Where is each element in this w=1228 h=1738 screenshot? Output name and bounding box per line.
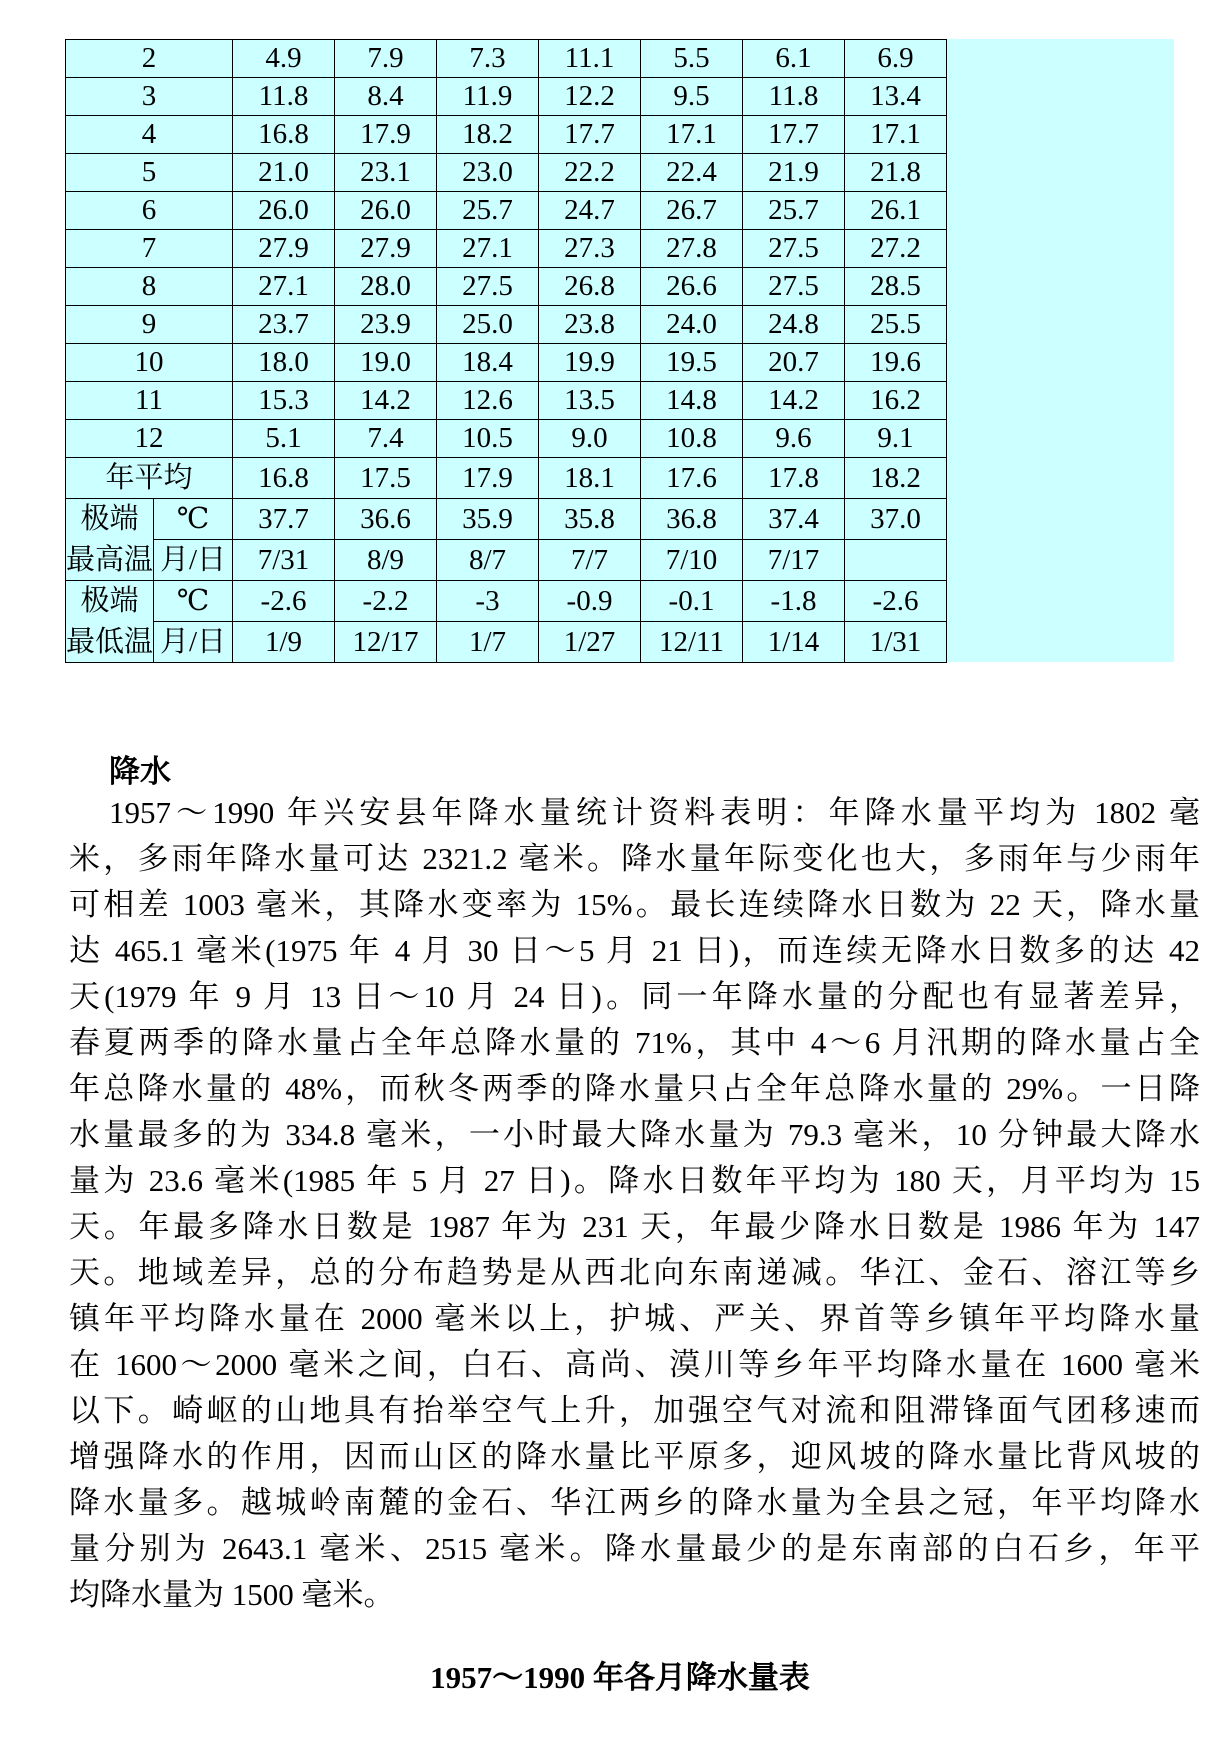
table-cell: 27.5 <box>743 230 845 268</box>
table-cell: 17.7 <box>539 116 641 154</box>
table-cell: -2.2 <box>335 581 437 622</box>
table-cell: 17.1 <box>845 116 947 154</box>
table-cell: 18.2 <box>437 116 539 154</box>
unit-label: ℃ <box>154 499 233 540</box>
table-cell: 28.0 <box>335 268 437 306</box>
table-cell: 12/11 <box>641 622 743 663</box>
table-cell: 18.1 <box>539 458 641 499</box>
table-cell: 9.0 <box>539 420 641 458</box>
table-cell: 20.7 <box>743 344 845 382</box>
table-cell: 25.7 <box>743 192 845 230</box>
table-row <box>66 306 947 344</box>
paragraph-line: 米，多雨年降水量可达 2321.2 毫米。降水量年际变化也大，多雨年与少雨年 <box>69 841 1200 876</box>
table-cell: 23.7 <box>233 306 335 344</box>
table-cell: 7/7 <box>539 540 641 581</box>
table-cell: 19.5 <box>641 344 743 382</box>
table-cell: 27.1 <box>233 268 335 306</box>
table-cell: 7/17 <box>743 540 845 581</box>
month-label: 5 <box>66 154 233 192</box>
table-cell: 13.4 <box>845 78 947 116</box>
table-cell: 12/17 <box>335 622 437 663</box>
annual-row <box>66 458 947 499</box>
table-cell: 11.8 <box>233 78 335 116</box>
paragraph-line: 春夏两季的降水量占全年总降水量的 71%，其中 4～6 月汛期的降水量占全 <box>69 1025 1200 1060</box>
table-row <box>66 420 947 458</box>
table-cell: 25.0 <box>437 306 539 344</box>
table-cell: 16.8 <box>233 458 335 499</box>
paragraph-line: 天(1979 年 9 月 13 日～10 月 24 日)。同一年降水量的分配也有显著差异， <box>69 979 1200 1014</box>
table-cell: 11.8 <box>743 78 845 116</box>
paragraph-line: 水量最多的为 334.8 毫米，一小时最大降水量为 79.3 毫米，10 分钟最大降水 <box>69 1117 1200 1152</box>
table-cell: 26.1 <box>845 192 947 230</box>
table-cell: 26.6 <box>641 268 743 306</box>
table-cell: 12.2 <box>539 78 641 116</box>
table-cell: 16.8 <box>233 116 335 154</box>
table-cell: -0.9 <box>539 581 641 622</box>
table-cell: 18.4 <box>437 344 539 382</box>
table-cell: 14.2 <box>743 382 845 420</box>
min-label-bottom: 最低温 <box>66 622 154 663</box>
paragraph-line: 量为 23.6 毫米(1985 年 5 月 27 日)。降水日数年平均为 180 天，月平均为 15 <box>69 1163 1200 1198</box>
table-cell: 27.2 <box>845 230 947 268</box>
table-cell: 7/10 <box>641 540 743 581</box>
table-cell: 9.5 <box>641 78 743 116</box>
unit-label: 月/日 <box>154 622 233 663</box>
table-cell: 1/7 <box>437 622 539 663</box>
table-cell: 6.9 <box>845 40 947 78</box>
table-cell: 23.1 <box>335 154 437 192</box>
table-cell: 26.7 <box>641 192 743 230</box>
max-date-row <box>66 540 947 581</box>
table-cell: 18.2 <box>845 458 947 499</box>
table-cell: 35.8 <box>539 499 641 540</box>
table-cell: -1.8 <box>743 581 845 622</box>
table-cell <box>845 540 947 581</box>
paragraph-line: 量分别为 2643.1 毫米、2515 毫米。降水量最少的是东南部的白石乡，年平 <box>69 1531 1200 1566</box>
table-cell: 17.9 <box>335 116 437 154</box>
table-cell: 7.4 <box>335 420 437 458</box>
min-label-top: 极端 <box>66 581 154 622</box>
table-cell: 17.5 <box>335 458 437 499</box>
max-label-top: 极端 <box>66 499 154 540</box>
month-label: 7 <box>66 230 233 268</box>
section-paragraph <box>69 790 1200 1618</box>
month-label: 12 <box>66 420 233 458</box>
table-cell: 21.8 <box>845 154 947 192</box>
table-cell: 37.7 <box>233 499 335 540</box>
temperature-table <box>65 39 947 663</box>
table-cell: 27.5 <box>437 268 539 306</box>
table-cell: 1/14 <box>743 622 845 663</box>
table-cell: 11.1 <box>539 40 641 78</box>
table-cell: 22.4 <box>641 154 743 192</box>
table-cell: 28.5 <box>845 268 947 306</box>
table-cell: 13.5 <box>539 382 641 420</box>
table-cell: 23.9 <box>335 306 437 344</box>
paragraph-line: 1957～1990 年兴安县年降水量统计资料表明：年降水量平均为 1802 毫 <box>109 795 1200 830</box>
paragraph-line: 降水量多。越城岭南麓的金石、华江两乡的降水量为全县之冠，年平均降水 <box>69 1485 1200 1520</box>
min-date-row <box>66 622 947 663</box>
table-cell: 27.9 <box>233 230 335 268</box>
table-row <box>66 382 947 420</box>
month-label: 3 <box>66 78 233 116</box>
paragraph-line: 镇年平均降水量在 2000 毫米以上，护城、严关、界首等乡镇年平均降水量 <box>69 1301 1200 1336</box>
table-cell: 7.9 <box>335 40 437 78</box>
table-cell: 5.5 <box>641 40 743 78</box>
table-cell: -3 <box>437 581 539 622</box>
table-cell: 25.7 <box>437 192 539 230</box>
table-cell: 8/9 <box>335 540 437 581</box>
table-row <box>66 154 947 192</box>
table-cell: 5.1 <box>233 420 335 458</box>
next-table-title: 1957～1990 年各月降水量表 <box>430 1660 810 1695</box>
table-cell: 11.9 <box>437 78 539 116</box>
table-cell: 7.3 <box>437 40 539 78</box>
table-row <box>66 78 947 116</box>
table-cell: 16.2 <box>845 382 947 420</box>
table-cell: 17.7 <box>743 116 845 154</box>
table-cell: 14.2 <box>335 382 437 420</box>
table-row <box>66 230 947 268</box>
month-label: 11 <box>66 382 233 420</box>
table-cell: 27.1 <box>437 230 539 268</box>
table-row <box>66 268 947 306</box>
table-cell: 21.0 <box>233 154 335 192</box>
table-cell: 36.8 <box>641 499 743 540</box>
table-cell: 18.0 <box>233 344 335 382</box>
unit-label: ℃ <box>154 581 233 622</box>
table-cell: 9.1 <box>845 420 947 458</box>
table-cell: 23.8 <box>539 306 641 344</box>
paragraph-line: 以下。崎岖的山地具有抬举空气上升，加强空气对流和阻滞锋面气团移速而 <box>69 1393 1200 1428</box>
table-cell: 27.3 <box>539 230 641 268</box>
month-label: 6 <box>66 192 233 230</box>
table-cell: 27.9 <box>335 230 437 268</box>
table-cell: 9.6 <box>743 420 845 458</box>
table-row <box>66 40 947 78</box>
table-cell: 37.4 <box>743 499 845 540</box>
paragraph-line: 天。地域差异，总的分布趋势是从西北向东南递减。华江、金石、溶江等乡 <box>69 1255 1200 1290</box>
section-heading: 降水 <box>109 754 171 789</box>
paragraph-line: 在 1600～2000 毫米之间，白石、高尚、漠川等乡年平均降水量在 1600 毫米 <box>69 1347 1200 1382</box>
table-cell: 17.9 <box>437 458 539 499</box>
table-cell: 26.0 <box>233 192 335 230</box>
min-temp-row <box>66 581 947 622</box>
month-label: 9 <box>66 306 233 344</box>
table-cell: -2.6 <box>845 581 947 622</box>
table-cell: 23.0 <box>437 154 539 192</box>
max-temp-row <box>66 499 947 540</box>
table-cell: -2.6 <box>233 581 335 622</box>
table-cell: 25.5 <box>845 306 947 344</box>
table-cell: 4.9 <box>233 40 335 78</box>
table-cell: 19.9 <box>539 344 641 382</box>
table-cell: 1/31 <box>845 622 947 663</box>
table-cell: 6.1 <box>743 40 845 78</box>
annual-label: 年平均 <box>66 458 233 499</box>
paragraph-line: 增强降水的作用，因而山区的降水量比平原多，迎风坡的降水量比背风坡的 <box>69 1439 1200 1474</box>
table-cell: 24.8 <box>743 306 845 344</box>
table-cell: 19.6 <box>845 344 947 382</box>
table-cell: 17.1 <box>641 116 743 154</box>
table-row <box>66 116 947 154</box>
max-label-bottom: 最高温 <box>66 540 154 581</box>
table-cell: 8.4 <box>335 78 437 116</box>
table-cell: -0.1 <box>641 581 743 622</box>
table-cell: 17.6 <box>641 458 743 499</box>
table-cell: 8/7 <box>437 540 539 581</box>
table-cell: 7/31 <box>233 540 335 581</box>
table-cell: 21.9 <box>743 154 845 192</box>
paragraph-line: 可相差 1003 毫米，其降水变率为 15%。最长连续降水日数为 22 天，降水量 <box>69 887 1200 922</box>
table-cell: 10.8 <box>641 420 743 458</box>
table-cell: 35.9 <box>437 499 539 540</box>
table-row <box>66 192 947 230</box>
table-cell: 36.6 <box>335 499 437 540</box>
table-cell: 15.3 <box>233 382 335 420</box>
table-cell: 27.8 <box>641 230 743 268</box>
table-cell: 27.5 <box>743 268 845 306</box>
month-label: 10 <box>66 344 233 382</box>
table-cell: 37.0 <box>845 499 947 540</box>
table-cell: 10.5 <box>437 420 539 458</box>
paragraph-line: 达 465.1 毫米(1975 年 4 月 30 日～5 月 21 日)，而连续无降水日数多的达 42 <box>69 933 1200 968</box>
table-cell: 19.0 <box>335 344 437 382</box>
table-cell: 24.0 <box>641 306 743 344</box>
month-label: 8 <box>66 268 233 306</box>
month-label: 2 <box>66 40 233 78</box>
table-cell: 22.2 <box>539 154 641 192</box>
table-cell: 14.8 <box>641 382 743 420</box>
paragraph-line: 均降水量为 1500 毫米。 <box>69 1577 395 1612</box>
paragraph-line: 天。年最多降水日数是 1987 年为 231 天，年最少降水日数是 1986 年为 147 <box>69 1209 1200 1244</box>
table-cell: 12.6 <box>437 382 539 420</box>
paragraph-line: 年总降水量的 48%，而秋冬两季的降水量只占全年总降水量的 29%。一日降 <box>69 1071 1200 1106</box>
table-cell: 24.7 <box>539 192 641 230</box>
table-cell: 26.8 <box>539 268 641 306</box>
table-cell: 17.8 <box>743 458 845 499</box>
table-row <box>66 344 947 382</box>
table-cell: 1/27 <box>539 622 641 663</box>
table-cell: 1/9 <box>233 622 335 663</box>
table-cell: 26.0 <box>335 192 437 230</box>
month-label: 4 <box>66 116 233 154</box>
unit-label: 月/日 <box>154 540 233 581</box>
